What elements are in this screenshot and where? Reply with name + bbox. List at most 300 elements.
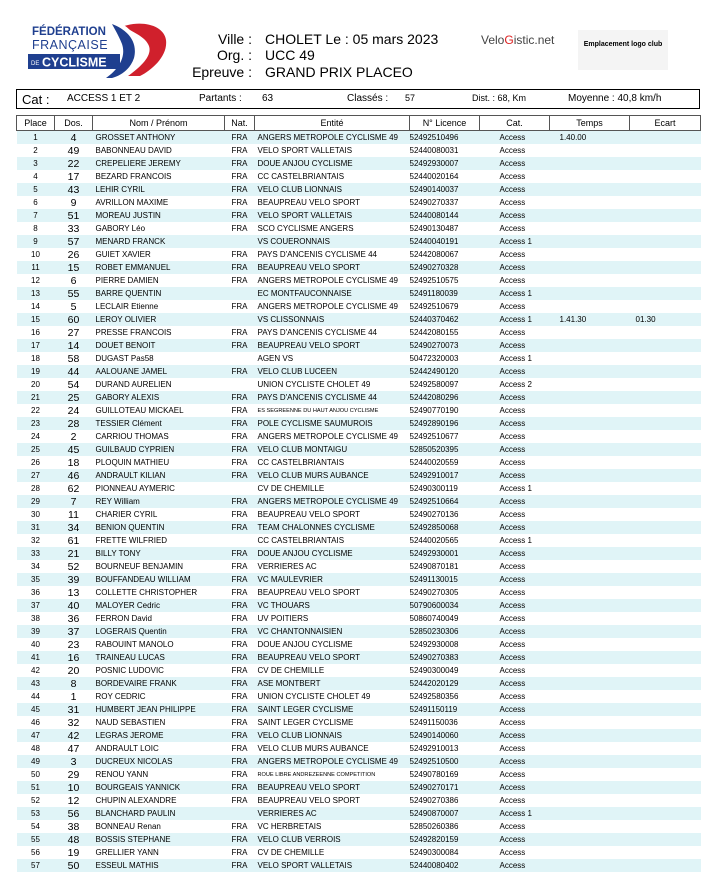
cell-nat: FRA bbox=[225, 456, 255, 469]
cell-nat: FRA bbox=[225, 417, 255, 430]
cell-licence: 52491150036 bbox=[410, 716, 480, 729]
cell-place: 31 bbox=[17, 521, 55, 534]
cell-ecart bbox=[630, 287, 701, 300]
cell-licence: 52492510664 bbox=[410, 495, 480, 508]
cell-entite: VC HERBRETAIS bbox=[255, 820, 410, 833]
cell-place: 36 bbox=[17, 586, 55, 599]
cell-ecart bbox=[630, 430, 701, 443]
table-row bbox=[17, 157, 701, 170]
cell-place: 9 bbox=[17, 235, 55, 248]
cell-temps bbox=[550, 781, 630, 794]
cell-dos: 10 bbox=[55, 781, 93, 794]
col-entite: Entité bbox=[255, 116, 410, 131]
table-row bbox=[17, 495, 701, 508]
cell-nat: FRA bbox=[225, 508, 255, 521]
table-row bbox=[17, 287, 701, 300]
cell-temps bbox=[550, 378, 630, 391]
cell-cat: Access bbox=[480, 794, 550, 807]
cell-place: 17 bbox=[17, 339, 55, 352]
cell-entite: CC CASTELBRIANTAIS bbox=[255, 170, 410, 183]
cell-nat: FRA bbox=[225, 469, 255, 482]
cell-entite: ANGERS METROPOLE CYCLISME 49 bbox=[255, 274, 410, 287]
cell-cat: Access bbox=[480, 703, 550, 716]
cell-dos: 15 bbox=[55, 261, 93, 274]
cell-ecart bbox=[630, 300, 701, 313]
cell-ecart: 01.30 bbox=[630, 313, 701, 326]
cell-nom: RABOUINT MANOLO bbox=[93, 638, 225, 651]
cell-place: 55 bbox=[17, 833, 55, 846]
cell-temps bbox=[550, 222, 630, 235]
cell-ecart bbox=[630, 222, 701, 235]
cell-licence: 52491130015 bbox=[410, 573, 480, 586]
cell-nat: FRA bbox=[225, 196, 255, 209]
cell-cat: Access bbox=[480, 729, 550, 742]
cell-cat: Access bbox=[480, 586, 550, 599]
cell-place: 15 bbox=[17, 313, 55, 326]
cell-cat: Access bbox=[480, 573, 550, 586]
table-row bbox=[17, 443, 701, 456]
cell-place: 50 bbox=[17, 768, 55, 781]
cell-cat: Access 1 bbox=[480, 352, 550, 365]
table-row bbox=[17, 560, 701, 573]
cell-nat: FRA bbox=[225, 157, 255, 170]
cell-temps bbox=[550, 482, 630, 495]
cell-entite: BEAUPREAU VELO SPORT bbox=[255, 261, 410, 274]
cell-entite: SAINT LEGER CYCLISME bbox=[255, 703, 410, 716]
cell-nat: FRA bbox=[225, 859, 255, 872]
cell-dos: 11 bbox=[55, 508, 93, 521]
cell-temps bbox=[550, 365, 630, 378]
cell-licence: 52492510679 bbox=[410, 300, 480, 313]
logo-line3: CYCLISME bbox=[42, 55, 107, 70]
moyenne: Moyenne : 40,8 km/h bbox=[568, 93, 662, 104]
table-row bbox=[17, 768, 701, 781]
table-row bbox=[17, 794, 701, 807]
club-logo-placeholder: Emplacement logo club bbox=[578, 30, 668, 70]
cell-nom: REY William bbox=[93, 495, 225, 508]
cell-entite: VERRIERES AC bbox=[255, 807, 410, 820]
cell-nom: TESSIER Clément bbox=[93, 417, 225, 430]
cell-cat: Access bbox=[480, 196, 550, 209]
table-row bbox=[17, 313, 701, 326]
cell-cat: Access bbox=[480, 560, 550, 573]
cell-place: 19 bbox=[17, 365, 55, 378]
table-row bbox=[17, 638, 701, 651]
logo-line3-de: DE bbox=[31, 61, 40, 67]
cell-nom: GUILBAUD CYPRIEN bbox=[93, 443, 225, 456]
cell-nat: FRA bbox=[225, 742, 255, 755]
table-row bbox=[17, 534, 701, 547]
cell-nom: LECLAIR Etienne bbox=[93, 300, 225, 313]
cell-place: 2 bbox=[17, 144, 55, 157]
cell-temps bbox=[550, 729, 630, 742]
cell-licence: 52440020559 bbox=[410, 456, 480, 469]
cell-nom: PLOQUIN MATHIEU bbox=[93, 456, 225, 469]
cell-entite: VELO CLUB LIONNAIS bbox=[255, 729, 410, 742]
cell-temps bbox=[550, 794, 630, 807]
cell-licence: 52440080402 bbox=[410, 859, 480, 872]
cell-place: 56 bbox=[17, 846, 55, 859]
cell-place: 18 bbox=[17, 352, 55, 365]
col-ecart: Ecart bbox=[630, 116, 701, 131]
cell-entite: AGEN VS bbox=[255, 352, 410, 365]
cell-nat: FRA bbox=[225, 755, 255, 768]
cell-entite: CV DE CHEMILLE bbox=[255, 846, 410, 859]
cell-nat: FRA bbox=[225, 612, 255, 625]
cell-cat: Access bbox=[480, 820, 550, 833]
cell-nat: FRA bbox=[225, 300, 255, 313]
cell-dos: 38 bbox=[55, 820, 93, 833]
cell-dos: 50 bbox=[55, 859, 93, 872]
cell-dos: 61 bbox=[55, 534, 93, 547]
cell-nom: CHARIER CYRIL bbox=[93, 508, 225, 521]
cell-ecart bbox=[630, 391, 701, 404]
col-place: Place bbox=[17, 116, 55, 131]
cell-cat: Access 1 bbox=[480, 287, 550, 300]
cell-nat bbox=[225, 807, 255, 820]
cell-ecart bbox=[630, 339, 701, 352]
cell-nat: FRA bbox=[225, 495, 255, 508]
cell-ecart bbox=[630, 612, 701, 625]
table-row bbox=[17, 183, 701, 196]
col-temps: Temps bbox=[550, 116, 630, 131]
cell-nom: BLANCHARD PAULIN bbox=[93, 807, 225, 820]
cell-ecart bbox=[630, 417, 701, 430]
cell-licence: 52850230306 bbox=[410, 625, 480, 638]
cell-dos: 20 bbox=[55, 664, 93, 677]
cell-ecart bbox=[630, 248, 701, 261]
cell-dos: 16 bbox=[55, 651, 93, 664]
ville-value: CHOLET Le : 05 mars 2023 bbox=[265, 31, 439, 47]
cell-nat: FRA bbox=[225, 183, 255, 196]
cell-entite: CV DE CHEMILLE bbox=[255, 482, 410, 495]
cell-place: 21 bbox=[17, 391, 55, 404]
cell-nom: POSNIC LUDOVIC bbox=[93, 664, 225, 677]
cell-ecart bbox=[630, 833, 701, 846]
cell-ecart bbox=[630, 573, 701, 586]
cell-place: 24 bbox=[17, 430, 55, 443]
cell-entite: VELO CLUB LIONNAIS bbox=[255, 183, 410, 196]
cell-ecart bbox=[630, 794, 701, 807]
cell-place: 23 bbox=[17, 417, 55, 430]
cell-licence: 52490140060 bbox=[410, 729, 480, 742]
epreuve-label: Epreuve : bbox=[192, 64, 252, 80]
table-row bbox=[17, 807, 701, 820]
cell-nom: HUMBERT JEAN PHILIPPE bbox=[93, 703, 225, 716]
cell-ecart bbox=[630, 534, 701, 547]
cell-entite: BEAUPREAU VELO SPORT bbox=[255, 651, 410, 664]
cell-entite: VC MAULEVRIER bbox=[255, 573, 410, 586]
cell-place: 41 bbox=[17, 651, 55, 664]
cell-licence: 52492510575 bbox=[410, 274, 480, 287]
cell-place: 40 bbox=[17, 638, 55, 651]
cell-cat: Access bbox=[480, 690, 550, 703]
cell-ecart bbox=[630, 716, 701, 729]
cell-entite: ANGERS METROPOLE CYCLISME 49 bbox=[255, 131, 410, 145]
cell-cat: Access 2 bbox=[480, 378, 550, 391]
cell-nom: GROSSET ANTHONY bbox=[93, 131, 225, 145]
cell-dos: 60 bbox=[55, 313, 93, 326]
table-row bbox=[17, 365, 701, 378]
cell-temps: 1.40.00 bbox=[550, 131, 630, 145]
cell-licence: 52440020565 bbox=[410, 534, 480, 547]
cell-ecart bbox=[630, 235, 701, 248]
cell-entite: CC CASTELBRIANTAIS bbox=[255, 456, 410, 469]
cell-ecart bbox=[630, 469, 701, 482]
cell-ecart bbox=[630, 209, 701, 222]
cell-nom: BOURNEUF BENJAMIN bbox=[93, 560, 225, 573]
cell-licence: 52442080155 bbox=[410, 326, 480, 339]
cell-ecart bbox=[630, 352, 701, 365]
cell-dos: 37 bbox=[55, 625, 93, 638]
cell-temps bbox=[550, 235, 630, 248]
cell-ecart bbox=[630, 599, 701, 612]
cell-dos: 34 bbox=[55, 521, 93, 534]
cell-dos: 49 bbox=[55, 144, 93, 157]
cell-place: 26 bbox=[17, 456, 55, 469]
cell-nat: FRA bbox=[225, 261, 255, 274]
cell-entite: VC THOUARS bbox=[255, 599, 410, 612]
cell-temps bbox=[550, 144, 630, 157]
cell-licence: 52490780169 bbox=[410, 768, 480, 781]
cell-entite: DOUE ANJOU CYCLISME bbox=[255, 157, 410, 170]
cell-ecart bbox=[630, 456, 701, 469]
cell-cat: Access bbox=[480, 508, 550, 521]
cell-licence: 52490270383 bbox=[410, 651, 480, 664]
cell-temps bbox=[550, 768, 630, 781]
cell-licence: 52442080067 bbox=[410, 248, 480, 261]
cell-temps bbox=[550, 677, 630, 690]
cell-licence: 52490270073 bbox=[410, 339, 480, 352]
table-row bbox=[17, 196, 701, 209]
cell-nat bbox=[225, 235, 255, 248]
cell-dos: 56 bbox=[55, 807, 93, 820]
cell-temps bbox=[550, 742, 630, 755]
cell-ecart bbox=[630, 651, 701, 664]
cell-nom: ESSEUL MATHIS bbox=[93, 859, 225, 872]
cell-temps bbox=[550, 456, 630, 469]
cell-nat: FRA bbox=[225, 404, 255, 417]
cell-dos: 44 bbox=[55, 365, 93, 378]
cell-place: 4 bbox=[17, 170, 55, 183]
cell-entite: DOUE ANJOU CYCLISME bbox=[255, 638, 410, 651]
cell-entite: BEAUPREAU VELO SPORT bbox=[255, 196, 410, 209]
cell-licence: 52490270171 bbox=[410, 781, 480, 794]
table-row bbox=[17, 664, 701, 677]
cell-licence: 52490270136 bbox=[410, 508, 480, 521]
cell-dos: 51 bbox=[55, 209, 93, 222]
cat-value: ACCESS 1 ET 2 bbox=[67, 93, 141, 104]
cell-place: 53 bbox=[17, 807, 55, 820]
cell-nat bbox=[225, 313, 255, 326]
cell-entite: CC CASTELBRIANTAIS bbox=[255, 534, 410, 547]
cell-place: 49 bbox=[17, 755, 55, 768]
cell-temps bbox=[550, 404, 630, 417]
cell-nat: FRA bbox=[225, 625, 255, 638]
table-row bbox=[17, 651, 701, 664]
cell-entite: SAINT LEGER CYCLISME bbox=[255, 716, 410, 729]
cell-cat: Access bbox=[480, 157, 550, 170]
cell-cat: Access bbox=[480, 625, 550, 638]
cell-ecart bbox=[630, 664, 701, 677]
cell-licence: 52492910013 bbox=[410, 742, 480, 755]
cell-nom: DOUET BENOIT bbox=[93, 339, 225, 352]
cell-entite: PAYS D'ANCENIS CYCLISME 44 bbox=[255, 326, 410, 339]
cell-cat: Access bbox=[480, 742, 550, 755]
cell-nat: FRA bbox=[225, 846, 255, 859]
table-row bbox=[17, 209, 701, 222]
cell-entite: ES SEGREENNE DU HAUT ANJOU CYCLISME bbox=[255, 404, 410, 417]
cell-temps bbox=[550, 612, 630, 625]
cell-nom: BOURGEAIS YANNICK bbox=[93, 781, 225, 794]
cell-licence: 52490270328 bbox=[410, 261, 480, 274]
cell-temps bbox=[550, 716, 630, 729]
cell-nom: CREPELIERE JEREMY bbox=[93, 157, 225, 170]
cell-licence: 52490870181 bbox=[410, 560, 480, 573]
cell-place: 54 bbox=[17, 820, 55, 833]
cell-cat: Access bbox=[480, 664, 550, 677]
cell-entite: VS CLISSONNAIS bbox=[255, 313, 410, 326]
table-row bbox=[17, 131, 701, 145]
cell-nom: FRETTE WILFRIED bbox=[93, 534, 225, 547]
cell-cat: Access 1 bbox=[480, 482, 550, 495]
cell-temps bbox=[550, 651, 630, 664]
cell-dos: 33 bbox=[55, 222, 93, 235]
cell-dos: 43 bbox=[55, 183, 93, 196]
cell-entite: BEAUPREAU VELO SPORT bbox=[255, 586, 410, 599]
cell-temps bbox=[550, 859, 630, 872]
cell-temps bbox=[550, 430, 630, 443]
cell-nat: FRA bbox=[225, 768, 255, 781]
cell-cat: Access bbox=[480, 430, 550, 443]
cell-nat: FRA bbox=[225, 781, 255, 794]
cell-temps bbox=[550, 690, 630, 703]
cell-dos: 17 bbox=[55, 170, 93, 183]
cell-temps bbox=[550, 807, 630, 820]
cell-nom: DUGAST Pas58 bbox=[93, 352, 225, 365]
cell-temps bbox=[550, 170, 630, 183]
cell-nat bbox=[225, 352, 255, 365]
cell-cat: Access bbox=[480, 651, 550, 664]
cell-dos: 12 bbox=[55, 794, 93, 807]
cell-dos: 14 bbox=[55, 339, 93, 352]
table-row bbox=[17, 833, 701, 846]
cell-temps bbox=[550, 703, 630, 716]
cell-dos: 28 bbox=[55, 417, 93, 430]
cell-dos: 52 bbox=[55, 560, 93, 573]
cell-cat: Access bbox=[480, 846, 550, 859]
cell-ecart bbox=[630, 768, 701, 781]
cell-entite: VELO CLUB LUCEEN bbox=[255, 365, 410, 378]
cell-licence: 52492850068 bbox=[410, 521, 480, 534]
cell-ecart bbox=[630, 170, 701, 183]
cell-licence: 52490300084 bbox=[410, 846, 480, 859]
cell-dos: 4 bbox=[55, 131, 93, 145]
cell-temps bbox=[550, 586, 630, 599]
cell-dos: 36 bbox=[55, 612, 93, 625]
table-row bbox=[17, 742, 701, 755]
cell-nom: LEROY OLIVIER bbox=[93, 313, 225, 326]
cell-place: 25 bbox=[17, 443, 55, 456]
cell-place: 22 bbox=[17, 404, 55, 417]
cell-dos: 54 bbox=[55, 378, 93, 391]
cell-cat: Access bbox=[480, 404, 550, 417]
cell-licence: 52490300049 bbox=[410, 664, 480, 677]
cell-place: 33 bbox=[17, 547, 55, 560]
cell-cat: Access bbox=[480, 781, 550, 794]
cell-nom: TRAINEAU LUCAS bbox=[93, 651, 225, 664]
cell-temps bbox=[550, 261, 630, 274]
cell-cat: Access bbox=[480, 469, 550, 482]
cell-cat: Access bbox=[480, 248, 550, 261]
cell-licence: 52492580097 bbox=[410, 378, 480, 391]
cell-nat bbox=[225, 287, 255, 300]
cell-nom: PIERRE DAMIEN bbox=[93, 274, 225, 287]
cell-nat: FRA bbox=[225, 222, 255, 235]
cell-cat: Access bbox=[480, 443, 550, 456]
cell-licence: 52440080031 bbox=[410, 144, 480, 157]
cell-nat: FRA bbox=[225, 794, 255, 807]
table-row bbox=[17, 586, 701, 599]
cell-place: 20 bbox=[17, 378, 55, 391]
cell-ecart bbox=[630, 495, 701, 508]
table-row bbox=[17, 378, 701, 391]
cell-temps bbox=[550, 573, 630, 586]
logo-line2: FRANÇAISE bbox=[32, 38, 109, 52]
cell-temps bbox=[550, 300, 630, 313]
table-row bbox=[17, 690, 701, 703]
cell-place: 27 bbox=[17, 469, 55, 482]
cell-dos: 8 bbox=[55, 677, 93, 690]
cell-place: 5 bbox=[17, 183, 55, 196]
cell-nat: FRA bbox=[225, 560, 255, 573]
cell-nat: FRA bbox=[225, 443, 255, 456]
cell-dos: 6 bbox=[55, 274, 93, 287]
cell-licence: 52490270337 bbox=[410, 196, 480, 209]
cell-entite: VERRIERES AC bbox=[255, 560, 410, 573]
cell-place: 44 bbox=[17, 690, 55, 703]
cell-nom: ROBET EMMANUEL bbox=[93, 261, 225, 274]
cell-nat bbox=[225, 534, 255, 547]
cell-nom: BENION QUENTIN bbox=[93, 521, 225, 534]
cell-dos: 26 bbox=[55, 248, 93, 261]
cell-cat: Access bbox=[480, 183, 550, 196]
cell-nat: FRA bbox=[225, 638, 255, 651]
classes-label: Classés : bbox=[347, 93, 389, 104]
cell-dos: 47 bbox=[55, 742, 93, 755]
cell-cat: Access bbox=[480, 456, 550, 469]
cell-nat bbox=[225, 378, 255, 391]
results-table bbox=[16, 115, 701, 872]
org-label: Org. : bbox=[216, 47, 252, 63]
cell-nom: BOUFFANDEAU WILLIAM bbox=[93, 573, 225, 586]
cell-nat: FRA bbox=[225, 326, 255, 339]
cell-cat: Access bbox=[480, 755, 550, 768]
cell-ecart bbox=[630, 196, 701, 209]
table-row bbox=[17, 404, 701, 417]
table-row bbox=[17, 521, 701, 534]
table-row bbox=[17, 547, 701, 560]
cell-temps bbox=[550, 495, 630, 508]
classes-value: 57 bbox=[405, 93, 416, 103]
cell-cat: Access bbox=[480, 768, 550, 781]
cell-ecart bbox=[630, 586, 701, 599]
cell-ecart bbox=[630, 755, 701, 768]
cell-ecart bbox=[630, 521, 701, 534]
col-licence: N° Licence bbox=[410, 116, 480, 131]
cell-entite: ANGERS METROPOLE CYCLISME 49 bbox=[255, 300, 410, 313]
cell-nat: FRA bbox=[225, 391, 255, 404]
